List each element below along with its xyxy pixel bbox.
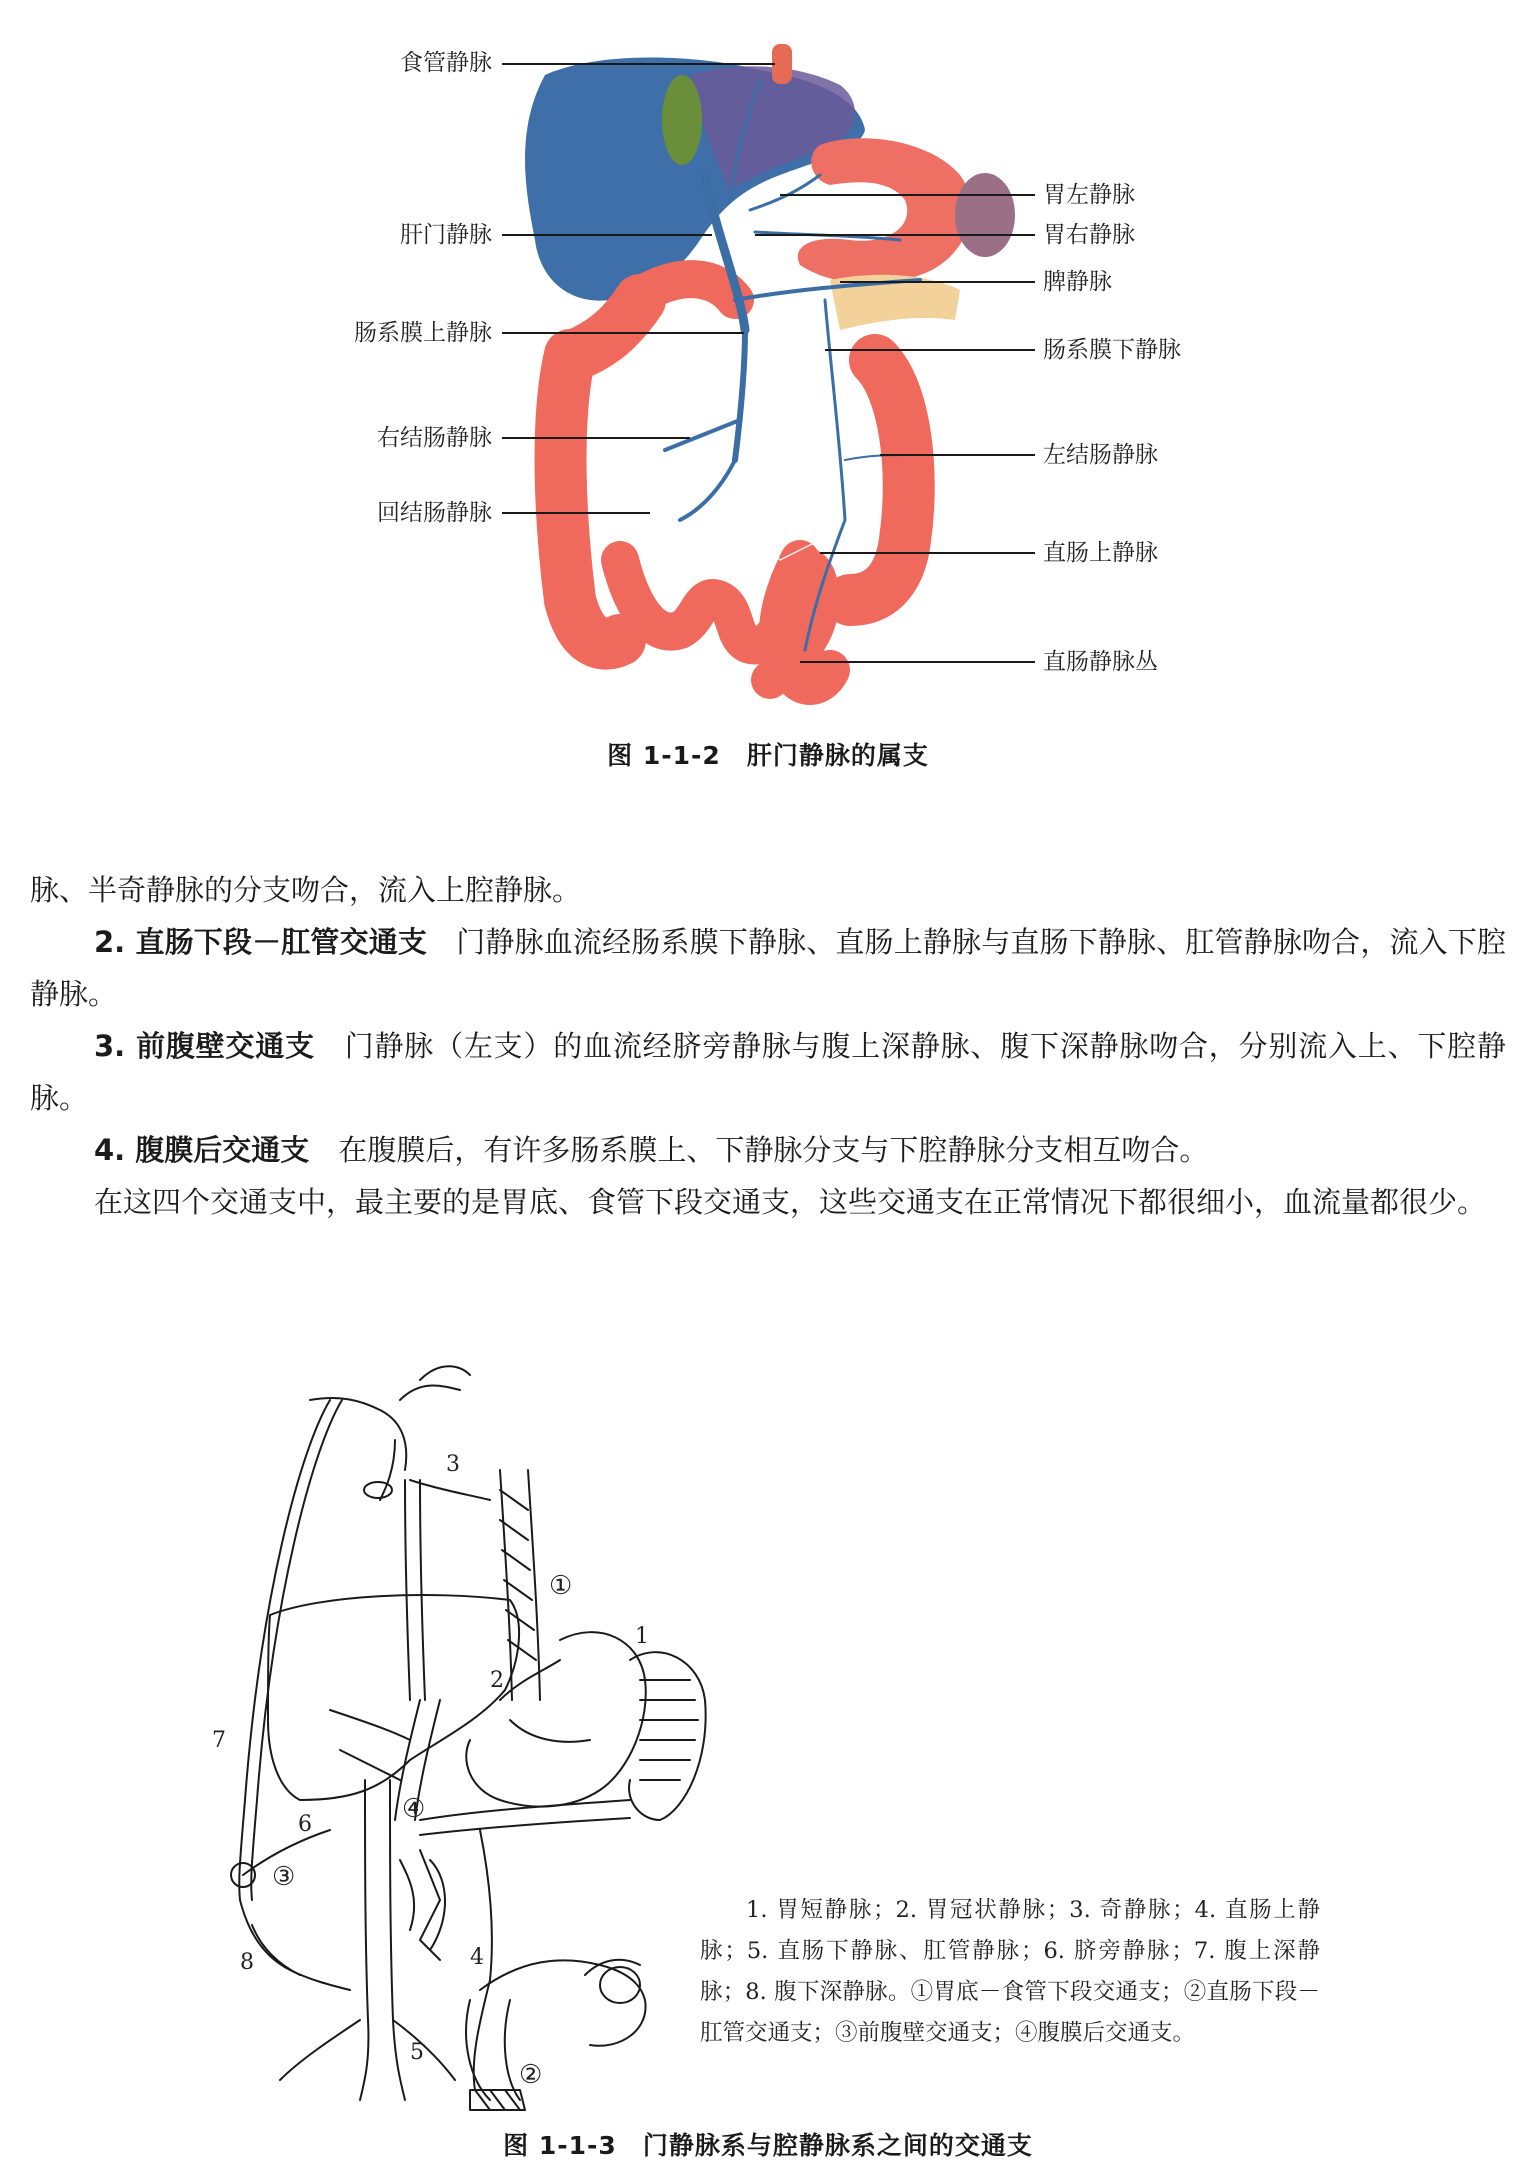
text-rectal-anal: 门静脉血流经肠系膜下静脉、直肠上静脉与直肠下静脉、肛管静脉吻合，流入下腔静脉。 bbox=[30, 925, 1506, 1011]
marker-circled-3: ③ bbox=[272, 1862, 296, 1892]
text-abdominal-wall: 门静脉（左支）的血流经脐旁静脉与腹上深静脉、腹下深静脉吻合，分别流入上、下腔静脉。 bbox=[30, 1029, 1506, 1115]
marker-7: 7 bbox=[212, 1728, 226, 1753]
label-left-gastric-vein: 胃左静脉 bbox=[1043, 182, 1135, 208]
paragraph-continuation: 脉、半奇静脉的分支吻合，流入上腔静脉。 bbox=[30, 873, 582, 907]
marker-1: 1 bbox=[635, 1624, 649, 1649]
label-right-gastric-vein: 胃右静脉 bbox=[1043, 222, 1135, 248]
heading-retroperitoneal: 4. 腹膜后交通支 bbox=[94, 1133, 310, 1167]
label-left-colic-vein: 左结肠静脉 bbox=[1043, 442, 1158, 468]
marker-circled-1: ① bbox=[549, 1571, 573, 1601]
marker-circled-4: ④ bbox=[402, 1794, 426, 1824]
label-hepatic-portal-vein: 肝门静脉 bbox=[400, 222, 492, 248]
paragraph-summary: 在这四个交通支中，最主要的是胃底、食管下段交通支，这些交通支在正常情况下都很细小，血流量都很少。 bbox=[94, 1185, 1487, 1219]
marker-4: 4 bbox=[470, 1945, 484, 1970]
label-superior-rectal-vein: 直肠上静脉 bbox=[1043, 540, 1158, 566]
text-retroperitoneal: 在腹膜后，有许多肠系膜上、下静脉分支与下腔静脉分支相互吻合。 bbox=[338, 1133, 1209, 1167]
marker-3: 3 bbox=[446, 1452, 460, 1477]
label-esophageal-vein: 食管静脉 bbox=[400, 50, 492, 76]
marker-circled-2: ② bbox=[519, 2060, 543, 2090]
figure2-legend: 1. 胃短静脉；2. 胃冠状静脉；3. 奇静脉；4. 直肠上静脉；5. 直肠下静脉、肛管静脉；6. 脐旁静脉；7. 腹上深静脉；8. 腹下深静脉。①胃底－食管下段交通支；②直肠下段－肛管交通支；③前腹壁交通支；④腹膜后交通支。 bbox=[700, 1897, 1320, 2046]
heading-rectal-anal: 2. 直肠下段－肛管交通支 bbox=[94, 925, 428, 959]
marker-5: 5 bbox=[410, 2040, 424, 2065]
label-ileocolic-vein: 回结肠静脉 bbox=[377, 500, 492, 526]
marker-8: 8 bbox=[240, 1950, 254, 1975]
label-superior-mesenteric-vein: 肠系膜上静脉 bbox=[354, 320, 492, 346]
marker-2: 2 bbox=[490, 1668, 504, 1693]
marker-6: 6 bbox=[298, 1812, 312, 1837]
label-splenic-vein: 脾静脉 bbox=[1043, 269, 1112, 295]
label-rectal-venous-plexus: 直肠静脉丛 bbox=[1043, 649, 1158, 675]
label-inferior-mesenteric-vein: 肠系膜下静脉 bbox=[1043, 337, 1181, 363]
figure1-caption: 图 1-1-2 肝门静脉的属支 bbox=[607, 741, 929, 770]
label-right-colic-vein: 右结肠静脉 bbox=[377, 425, 492, 451]
heading-abdominal-wall: 3. 前腹壁交通支 bbox=[94, 1029, 315, 1063]
figure2-caption: 图 1-1-3 门静脉系与腔静脉系之间的交通支 bbox=[503, 2131, 1033, 2160]
